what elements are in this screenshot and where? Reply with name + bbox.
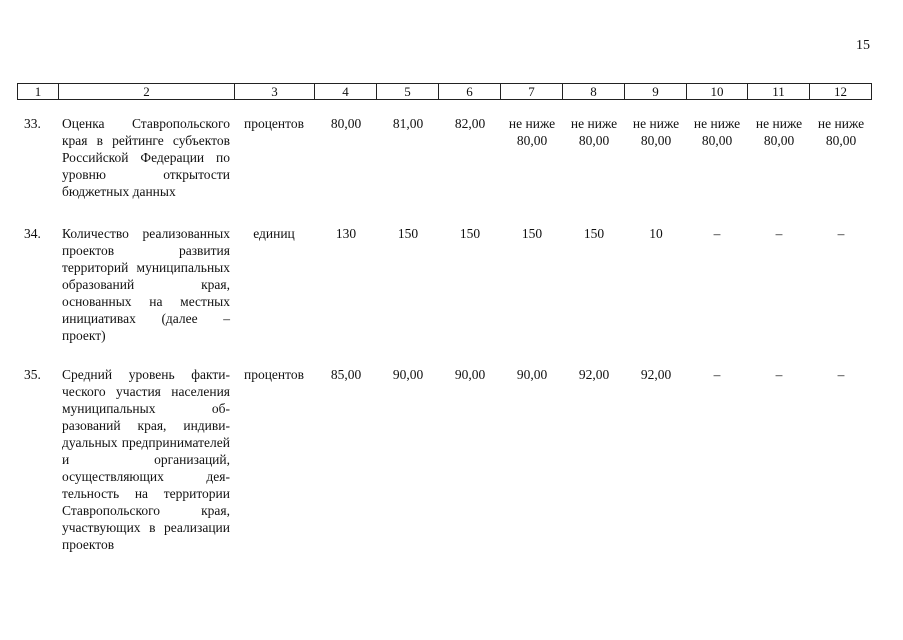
value-cell: 85,00 — [330, 367, 362, 382]
value-cell: – — [775, 226, 783, 241]
value-cell: 10 — [649, 226, 663, 241]
value-cell: – — [713, 226, 721, 241]
column-header: 1 — [18, 84, 59, 100]
column-header: 3 — [235, 84, 315, 100]
column-header: 4 — [315, 84, 377, 100]
row-number: 33. — [24, 116, 41, 131]
unit-of-measure: процентов — [243, 367, 304, 382]
column-header: 2 — [59, 84, 235, 100]
value-cell: 81,00 — [392, 116, 424, 131]
row-number: 34. — [24, 226, 41, 241]
value-cell: – — [837, 226, 845, 241]
unit-of-measure: процентов — [243, 116, 304, 131]
page-number: 15 — [856, 38, 870, 53]
header-row — [18, 84, 872, 100]
column-header: 5 — [377, 84, 439, 100]
value-cell: 90,00 — [454, 367, 486, 382]
value-cell: 150 — [521, 226, 543, 241]
row-number: 35. — [24, 367, 41, 382]
value-cell: 150 — [459, 226, 481, 241]
value-cell: не ниже 80,00 — [570, 116, 618, 148]
value-cell: не ниже 80,00 — [508, 116, 556, 148]
column-number-header — [17, 83, 872, 100]
column-header: 12 — [810, 84, 872, 100]
value-cell: 90,00 — [516, 367, 548, 382]
value-cell: 92,00 — [578, 367, 610, 382]
value-cell: 150 — [397, 226, 419, 241]
indicator-name: Средний уровень фактического участия населения муниципальных образований края, индивидуальных предпринимателей и организаций, осуществляющих деятельность на территории Ставропольского края, участвующих в реализации проектов — [62, 367, 230, 552]
value-cell: не ниже 80,00 — [755, 116, 803, 148]
indicator-name: Оценка Ставропольского края в рейтинге субъектов Российской Федерации по уровню открытости бюджетных данных — [62, 116, 230, 199]
column-header: 6 — [439, 84, 501, 100]
indicator-name: Количество реализованных проектов развития территорий муниципальных образований края, основанных на местных инициативах (далее – проект) — [62, 226, 230, 343]
value-cell: не ниже 80,00 — [632, 116, 680, 148]
value-cell: 82,00 — [454, 116, 486, 131]
column-header: 11 — [748, 84, 810, 100]
unit-of-measure: единиц — [253, 226, 295, 241]
value-cell: – — [713, 367, 721, 382]
value-cell: 150 — [583, 226, 605, 241]
value-cell: – — [775, 367, 783, 382]
column-header: 7 — [501, 84, 563, 100]
column-header: 10 — [687, 84, 748, 100]
value-cell: 92,00 — [640, 367, 672, 382]
value-cell: не ниже 80,00 — [817, 116, 865, 148]
value-cell: не ниже 80,00 — [693, 116, 741, 148]
column-header: 8 — [563, 84, 625, 100]
value-cell: 80,00 — [330, 116, 362, 131]
value-cell: – — [837, 367, 845, 382]
value-cell: 130 — [335, 226, 357, 241]
value-cell: 90,00 — [392, 367, 424, 382]
column-header: 9 — [625, 84, 687, 100]
